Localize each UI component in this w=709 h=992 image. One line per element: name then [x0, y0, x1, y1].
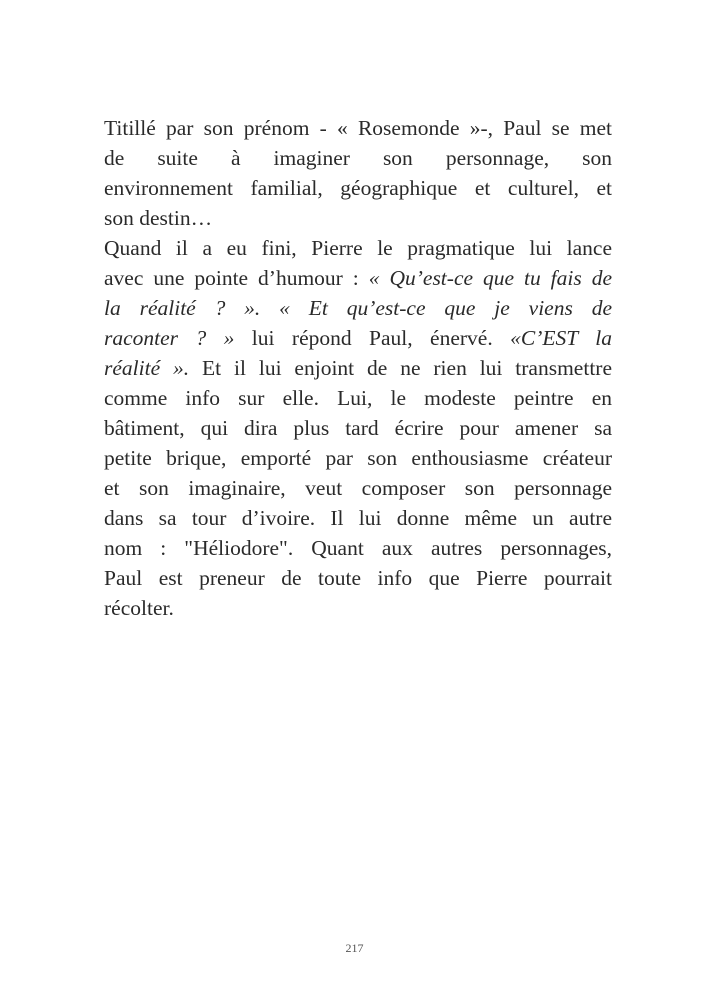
text-run: lui répond Paul, énervé. [234, 326, 511, 350]
text-line [104, 503, 612, 533]
italic-quote: raconter ? » [104, 326, 235, 350]
italic-quote: réalité ». [104, 356, 190, 380]
italic-quote: «C’EST la [510, 326, 612, 350]
text-line [104, 533, 612, 563]
text-run: dans sa tour d’ivoire. Il lui donne même un autre [104, 506, 612, 530]
text-run: environnement familial, géographique et culturel, et [104, 176, 612, 200]
text-run: récolter. [104, 596, 174, 620]
text-run: Et il lui enjoint de ne rien lui transmettre [189, 356, 612, 380]
text-run: avec une pointe d’humour : [104, 266, 369, 290]
text-line [104, 203, 612, 233]
body-text [104, 113, 612, 623]
text-line [104, 233, 612, 263]
text-run: Titillé par son prénom - « Rosemonde »-, Paul se met [104, 116, 612, 140]
text-line [104, 593, 612, 623]
text-line [104, 353, 612, 383]
text-line [104, 383, 612, 413]
text-run: Paul est preneur de toute info que Pierre pourrait [104, 566, 612, 590]
text-run: petite brique, emporté par son enthousiasme créateur [104, 446, 612, 470]
italic-quote: « Qu’est-ce que tu fais de [368, 266, 612, 290]
text-line [104, 413, 612, 443]
text-line [104, 173, 612, 203]
text-run: comme info sur elle. Lui, le modeste peintre en [104, 386, 612, 410]
text-run: de suite à imaginer son personnage, son [104, 146, 612, 170]
page-number: 217 [345, 941, 364, 955]
italic-quote: la réalité ? ». « Et qu’est-ce que je viens de [104, 296, 612, 320]
text-line [104, 323, 612, 353]
text-line [104, 143, 612, 173]
text-run: et son imaginaire, veut composer son personnage [104, 476, 612, 500]
text-run: bâtiment, qui dira plus tard écrire pour amener sa [104, 416, 612, 440]
text-line [104, 113, 612, 143]
text-run: nom : "Héliodore". Quant aux autres personnages, [104, 536, 612, 560]
text-run: son destin… [104, 206, 213, 230]
text-line [104, 443, 612, 473]
text-line [104, 293, 612, 323]
text-run: Quand il a eu fini, Pierre le pragmatique lui lance [104, 236, 612, 260]
text-line [104, 563, 612, 593]
text-line [104, 473, 612, 503]
text-line [104, 263, 612, 293]
